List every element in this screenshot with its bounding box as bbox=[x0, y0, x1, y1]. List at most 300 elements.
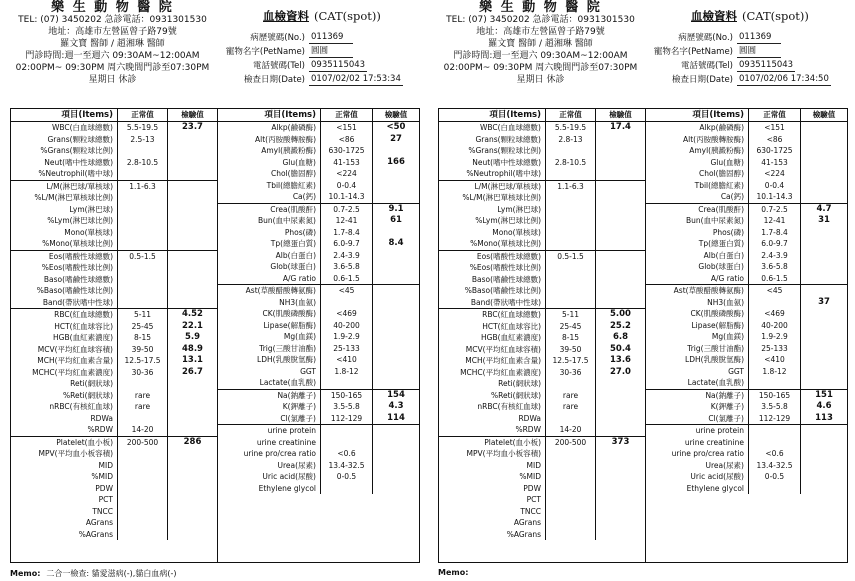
test-value bbox=[595, 204, 645, 216]
test-value bbox=[595, 517, 645, 529]
test-name: %Eos(嗜酸性球比例) bbox=[41, 263, 113, 272]
normal-range bbox=[545, 204, 595, 216]
test-name: CK(肌酸磷酸酶) bbox=[690, 309, 744, 318]
exam-date: 0107/02/02 17:53:34 bbox=[311, 74, 401, 84]
table-row bbox=[11, 192, 217, 204]
test-value bbox=[595, 460, 645, 472]
table-row bbox=[645, 483, 847, 495]
normal-range bbox=[117, 448, 167, 460]
table-row bbox=[439, 355, 645, 367]
test-value bbox=[167, 390, 217, 402]
test-value bbox=[372, 471, 419, 483]
test-name: Platelet(血小板) bbox=[56, 437, 113, 447]
test-value bbox=[595, 274, 645, 286]
clinic-vets: 羅文寶 醫師 / 趙湘琳 醫師 bbox=[488, 39, 593, 49]
test-value bbox=[372, 250, 419, 262]
test-name: HGB(血紅素濃度) bbox=[481, 333, 541, 342]
test-value bbox=[595, 494, 645, 506]
table-row bbox=[217, 203, 419, 216]
normal-range bbox=[545, 145, 595, 157]
normal-range: 0-0.4 bbox=[320, 180, 372, 192]
table-row bbox=[439, 168, 645, 180]
table-row bbox=[217, 227, 419, 239]
results-table bbox=[10, 108, 420, 563]
table-row bbox=[11, 471, 217, 483]
normal-range: <151 bbox=[748, 122, 800, 134]
table-row bbox=[645, 413, 847, 425]
table-row bbox=[217, 238, 419, 250]
test-value: 286 bbox=[167, 437, 217, 449]
table-row bbox=[217, 261, 419, 273]
test-value: 23.7 bbox=[167, 122, 217, 134]
test-value bbox=[167, 215, 217, 227]
test-name: %MID bbox=[91, 472, 113, 481]
normal-range: 1.7-8.4 bbox=[748, 227, 800, 239]
test-value bbox=[372, 261, 419, 273]
test-value: 22.1 bbox=[167, 321, 217, 333]
test-value bbox=[595, 297, 645, 309]
test-name: %AGrans bbox=[506, 529, 541, 539]
table-row bbox=[645, 424, 847, 437]
table-row bbox=[11, 390, 217, 402]
table-row bbox=[645, 215, 847, 227]
test-value bbox=[800, 134, 847, 146]
meta-record: 病歷號碼(No.) 011369 bbox=[225, 31, 425, 45]
normal-range bbox=[320, 483, 372, 495]
test-value bbox=[167, 401, 217, 413]
table-row bbox=[217, 413, 419, 425]
test-name: LDH(乳酸脫氫酶) bbox=[685, 355, 744, 364]
normal-range bbox=[545, 274, 595, 286]
table-row bbox=[217, 191, 419, 203]
normal-range: <469 bbox=[320, 308, 372, 320]
test-value: 4.6 bbox=[800, 401, 847, 413]
test-name: Tp(總蛋白質) bbox=[698, 239, 744, 248]
test-value bbox=[595, 424, 645, 436]
test-name: Ethylene glycol bbox=[258, 483, 316, 493]
table-row bbox=[439, 134, 645, 146]
test-value bbox=[167, 529, 217, 541]
normal-range bbox=[545, 238, 595, 250]
table-row bbox=[439, 332, 645, 344]
normal-range: 0.6-1.5 bbox=[320, 273, 372, 285]
table-row bbox=[439, 517, 645, 529]
test-value bbox=[800, 425, 847, 437]
test-value: <50 bbox=[372, 122, 419, 134]
test-value bbox=[800, 471, 847, 483]
normal-range: 1.1-6.3 bbox=[545, 181, 595, 193]
test-value bbox=[595, 401, 645, 413]
normal-range: <0.6 bbox=[320, 448, 372, 460]
results-table bbox=[438, 108, 848, 563]
test-value bbox=[800, 331, 847, 343]
test-value bbox=[800, 180, 847, 192]
normal-range: <151 bbox=[320, 122, 372, 134]
meta-date: 檢查日期(Date) 0107/02/06 17:34:50 bbox=[672, 74, 829, 85]
normal-range: 25-45 bbox=[545, 321, 595, 333]
table-row bbox=[217, 250, 419, 262]
test-name: LDH(乳酸脫氫酶) bbox=[257, 355, 316, 364]
test-value: 27.0 bbox=[595, 367, 645, 379]
normal-range: 0.5-1.5 bbox=[545, 251, 595, 263]
test-name: %Reti(網狀球) bbox=[491, 390, 541, 400]
normal-range: 0-0.5 bbox=[748, 471, 800, 483]
test-name: nRBC(有核紅血球) bbox=[49, 402, 113, 411]
table-row bbox=[645, 284, 847, 297]
table-row bbox=[439, 297, 645, 309]
table-row bbox=[645, 227, 847, 239]
table-row bbox=[217, 122, 419, 134]
table-row bbox=[645, 320, 847, 332]
normal-range: 2.4-3.9 bbox=[748, 250, 800, 262]
normal-range bbox=[117, 506, 167, 518]
hematology-column bbox=[439, 109, 646, 562]
memo: Memo: bbox=[438, 568, 469, 577]
table-row bbox=[645, 203, 847, 216]
table-row bbox=[217, 448, 419, 460]
test-value: 17.4 bbox=[595, 122, 645, 134]
table-row bbox=[439, 367, 645, 379]
normal-range bbox=[117, 378, 167, 390]
test-value bbox=[372, 343, 419, 355]
meta-pet: 寵物名字(PetName) 圓圓 bbox=[653, 45, 853, 59]
test-value bbox=[595, 390, 645, 402]
table-row bbox=[439, 448, 645, 460]
normal-range: 1.7-8.4 bbox=[320, 227, 372, 239]
table-row bbox=[645, 437, 847, 449]
table-row bbox=[217, 215, 419, 227]
test-name: %Neutrophil(嗜中球) bbox=[466, 169, 541, 178]
normal-range bbox=[117, 215, 167, 227]
test-value bbox=[167, 424, 217, 436]
test-value bbox=[167, 192, 217, 204]
table-row bbox=[11, 344, 217, 356]
table-row bbox=[645, 460, 847, 472]
test-name: K(鉀離子) bbox=[282, 402, 316, 411]
normal-range: 6.0-9.7 bbox=[320, 238, 372, 250]
test-name: urine creatinine bbox=[256, 437, 316, 447]
normal-range: 12-41 bbox=[748, 215, 800, 227]
test-value bbox=[372, 227, 419, 239]
normal-range bbox=[320, 297, 372, 309]
test-value bbox=[167, 506, 217, 518]
test-name: Uric acid(尿酸) bbox=[690, 472, 744, 481]
normal-range: 8-15 bbox=[545, 332, 595, 344]
table-row bbox=[11, 517, 217, 529]
normal-range: 2.4-3.9 bbox=[320, 250, 372, 262]
normal-range: 30-36 bbox=[545, 367, 595, 379]
table-row bbox=[645, 134, 847, 146]
test-value: 166 bbox=[372, 157, 419, 169]
clinic-header bbox=[428, 0, 653, 98]
test-value bbox=[167, 448, 217, 460]
table-row bbox=[217, 308, 419, 320]
test-name: A/G ratio bbox=[282, 273, 316, 283]
test-name: %Mono(單核球比例) bbox=[470, 239, 541, 248]
test-value bbox=[595, 168, 645, 180]
clinic-header bbox=[0, 0, 225, 98]
table-row bbox=[217, 168, 419, 180]
table-row bbox=[11, 436, 217, 449]
table-row bbox=[439, 250, 645, 263]
table-row bbox=[11, 506, 217, 518]
test-value bbox=[595, 285, 645, 297]
normal-range: 3.6-5.8 bbox=[320, 261, 372, 273]
owner-tel: 0935115043 bbox=[311, 60, 366, 70]
normal-range bbox=[117, 471, 167, 483]
test-name: MCV(平均紅血球容積) bbox=[465, 344, 541, 354]
normal-range bbox=[545, 460, 595, 472]
table-row bbox=[439, 192, 645, 204]
normal-range: 112-129 bbox=[748, 413, 800, 425]
normal-range bbox=[748, 437, 800, 449]
test-value bbox=[372, 366, 419, 378]
test-name: Amyl(胰澱粉酶) bbox=[689, 146, 744, 155]
test-name: AGrans bbox=[513, 518, 541, 527]
test-value bbox=[800, 343, 847, 355]
normal-range bbox=[117, 494, 167, 506]
test-name: urine pro/crea ratio bbox=[243, 449, 316, 458]
table-row bbox=[439, 145, 645, 157]
test-value: 8.4 bbox=[372, 238, 419, 250]
table-row bbox=[11, 285, 217, 297]
test-value bbox=[167, 168, 217, 180]
test-value bbox=[372, 308, 419, 320]
normal-range: 1.9-2.9 bbox=[748, 331, 800, 343]
test-name: Na(鈉離子) bbox=[705, 390, 744, 400]
test-value: 9.1 bbox=[372, 204, 419, 216]
test-value bbox=[372, 425, 419, 437]
test-value bbox=[372, 377, 419, 389]
normal-range: 630-1725 bbox=[320, 145, 372, 157]
test-value bbox=[595, 378, 645, 390]
test-value bbox=[800, 238, 847, 250]
normal-range bbox=[117, 192, 167, 204]
test-value: 4.7 bbox=[800, 204, 847, 216]
test-name: L/M(淋巴球/單核球) bbox=[46, 181, 113, 191]
test-name: CK(肌酸磷酸酶) bbox=[262, 309, 316, 318]
normal-range bbox=[545, 297, 595, 309]
normal-range: 200-500 bbox=[117, 437, 167, 449]
normal-range bbox=[545, 168, 595, 180]
table-row bbox=[645, 191, 847, 203]
test-value bbox=[800, 366, 847, 378]
normal-range: 1.8-12 bbox=[748, 366, 800, 378]
test-value bbox=[167, 494, 217, 506]
table-row bbox=[217, 145, 419, 157]
test-name: %MID bbox=[519, 472, 541, 481]
test-value bbox=[167, 134, 217, 146]
normal-range: 5-11 bbox=[117, 309, 167, 321]
test-name: TNCC bbox=[520, 506, 541, 516]
test-name: Reti(網狀球) bbox=[70, 379, 113, 388]
test-value: 50.4 bbox=[595, 344, 645, 356]
table-header: 項目(Items) 正常值 檢驗值 bbox=[439, 109, 645, 122]
normal-range: 25-133 bbox=[748, 343, 800, 355]
table-row bbox=[645, 238, 847, 250]
test-value bbox=[595, 181, 645, 193]
normal-range: 0.7-2.5 bbox=[320, 204, 372, 216]
table-row bbox=[217, 389, 419, 402]
normal-range: 0-0.4 bbox=[748, 180, 800, 192]
table-header: 項目(Items) 正常值 檢驗值 bbox=[11, 109, 217, 122]
normal-range bbox=[545, 192, 595, 204]
test-value bbox=[595, 262, 645, 274]
test-name: Urea(尿素) bbox=[277, 460, 316, 470]
table-row bbox=[217, 157, 419, 169]
table-row bbox=[439, 274, 645, 286]
test-name: %Lym(淋巴球比例) bbox=[47, 216, 113, 225]
test-name: RDWa bbox=[90, 413, 113, 423]
test-value bbox=[372, 145, 419, 157]
test-value bbox=[372, 285, 419, 297]
table-row bbox=[11, 413, 217, 425]
test-value bbox=[167, 285, 217, 297]
test-name: RDWa bbox=[518, 413, 541, 423]
clinic-hours-2: 02:00PM~ 09:30PM 周六晚間門診至07:30PM bbox=[15, 63, 210, 73]
test-value bbox=[595, 471, 645, 483]
test-value bbox=[595, 529, 645, 541]
test-name: Reti(網狀球) bbox=[498, 379, 541, 388]
normal-range: 12.5-17.5 bbox=[545, 355, 595, 367]
meta-pet: 寵物名字(PetName) 圓圓 bbox=[225, 45, 425, 59]
test-value bbox=[167, 483, 217, 495]
test-value bbox=[372, 483, 419, 495]
table-row bbox=[439, 494, 645, 506]
clinic-address: 地址：高雄市左營區曾子路79號 bbox=[48, 27, 177, 37]
normal-range: 3.5-5.8 bbox=[320, 401, 372, 413]
normal-range: <86 bbox=[320, 134, 372, 146]
table-row bbox=[217, 471, 419, 483]
test-value bbox=[167, 413, 217, 425]
test-value bbox=[372, 354, 419, 366]
test-name: urine protein bbox=[267, 426, 316, 435]
test-value bbox=[595, 227, 645, 239]
test-name: %Baso(嗜鹼性球比例) bbox=[464, 286, 541, 295]
test-value: 26.7 bbox=[167, 367, 217, 379]
test-value bbox=[800, 308, 847, 320]
test-name: Ethylene glycol bbox=[686, 483, 744, 493]
test-name: Alb(白蛋白) bbox=[275, 250, 316, 260]
test-value: 13.6 bbox=[595, 355, 645, 367]
test-name: RBC(紅血球總數) bbox=[482, 310, 541, 319]
normal-range: 13.4-32.5 bbox=[320, 460, 372, 472]
test-value bbox=[595, 192, 645, 204]
test-value: 151 bbox=[800, 390, 847, 402]
table-row bbox=[11, 448, 217, 460]
test-value bbox=[372, 460, 419, 472]
test-name: HCT(紅血球容比) bbox=[54, 321, 113, 331]
test-value bbox=[595, 251, 645, 263]
test-value: 113 bbox=[800, 413, 847, 425]
hematology-column bbox=[11, 109, 218, 562]
table-row bbox=[11, 122, 217, 134]
normal-range: 12.5-17.5 bbox=[117, 355, 167, 367]
table-row bbox=[439, 308, 645, 321]
test-name: GGT bbox=[300, 366, 316, 376]
test-name: %Lym(淋巴球比例) bbox=[475, 216, 541, 225]
test-name: urine protein bbox=[695, 426, 744, 435]
test-name: Ast(草酸醋酸轉氨酶) bbox=[673, 286, 744, 295]
test-name: Glob(球蛋白) bbox=[270, 262, 316, 271]
test-name: Lactate(血乳酸) bbox=[687, 378, 744, 387]
test-name: Lactate(血乳酸) bbox=[259, 378, 316, 387]
table-row bbox=[645, 297, 847, 309]
test-name: AGrans bbox=[85, 518, 113, 527]
test-name: Crea(肌酸酐) bbox=[698, 204, 744, 214]
table-row bbox=[217, 297, 419, 309]
normal-range bbox=[545, 262, 595, 274]
test-name: Chol(膽固醇) bbox=[698, 169, 744, 178]
normal-range: <45 bbox=[748, 285, 800, 297]
test-value bbox=[595, 413, 645, 425]
test-name: Tp(總蛋白質) bbox=[270, 239, 316, 248]
normal-range bbox=[117, 238, 167, 250]
table-row bbox=[439, 401, 645, 413]
pet-name: 圓圓 bbox=[737, 45, 781, 58]
table-row bbox=[439, 436, 645, 449]
normal-range bbox=[545, 285, 595, 297]
test-name: Chol(膽固醇) bbox=[270, 169, 316, 178]
test-name: Bun(血中尿素氮) bbox=[685, 216, 744, 225]
normal-range: 0.6-1.5 bbox=[748, 273, 800, 285]
test-value: 13.1 bbox=[167, 355, 217, 367]
normal-range: 1.1-6.3 bbox=[117, 181, 167, 193]
table-row bbox=[217, 483, 419, 495]
table-row bbox=[217, 424, 419, 437]
table-row bbox=[645, 273, 847, 285]
normal-range: 8-15 bbox=[117, 332, 167, 344]
test-name: Phos(磷) bbox=[712, 227, 744, 237]
test-name: Ca(鈣) bbox=[292, 192, 316, 201]
blood-report-right bbox=[428, 0, 855, 581]
normal-range: 0-0.5 bbox=[320, 471, 372, 483]
report-meta bbox=[653, 0, 853, 98]
normal-range bbox=[320, 437, 372, 449]
test-name: Band(帶狀嗜中性球) bbox=[42, 297, 113, 307]
test-name: MCH(平均紅血素含量) bbox=[465, 356, 541, 365]
clinic-hours-1: 門診時間:週一至週六 09:30AM~12:00AM bbox=[453, 51, 628, 61]
normal-range bbox=[545, 227, 595, 239]
test-name: urine pro/crea ratio bbox=[671, 449, 744, 458]
test-value bbox=[167, 378, 217, 390]
table-row bbox=[645, 250, 847, 262]
test-value bbox=[800, 168, 847, 180]
meta-date: 檢查日期(Date) 0107/02/02 17:53:34 bbox=[244, 74, 401, 85]
table-row bbox=[11, 227, 217, 239]
normal-range: <45 bbox=[320, 285, 372, 297]
normal-range: 6.0-9.7 bbox=[748, 238, 800, 250]
test-name: nRBC(有核紅血球) bbox=[477, 402, 541, 411]
table-row bbox=[439, 122, 645, 134]
test-name: Ca(鈣) bbox=[720, 192, 744, 201]
test-value bbox=[167, 262, 217, 274]
test-name: PDW bbox=[95, 483, 113, 493]
table-row bbox=[645, 343, 847, 355]
table-row bbox=[439, 321, 645, 333]
test-name: Alb(白蛋白) bbox=[703, 250, 744, 260]
table-row bbox=[439, 180, 645, 193]
table-row bbox=[439, 262, 645, 274]
test-value bbox=[800, 354, 847, 366]
normal-range: 39-50 bbox=[545, 344, 595, 356]
test-value bbox=[167, 227, 217, 239]
table-row bbox=[645, 377, 847, 389]
owner-tel: 0935115043 bbox=[739, 60, 794, 70]
test-name: Lym(淋巴球) bbox=[497, 204, 541, 214]
normal-range: rare bbox=[117, 390, 167, 402]
normal-range bbox=[117, 517, 167, 529]
